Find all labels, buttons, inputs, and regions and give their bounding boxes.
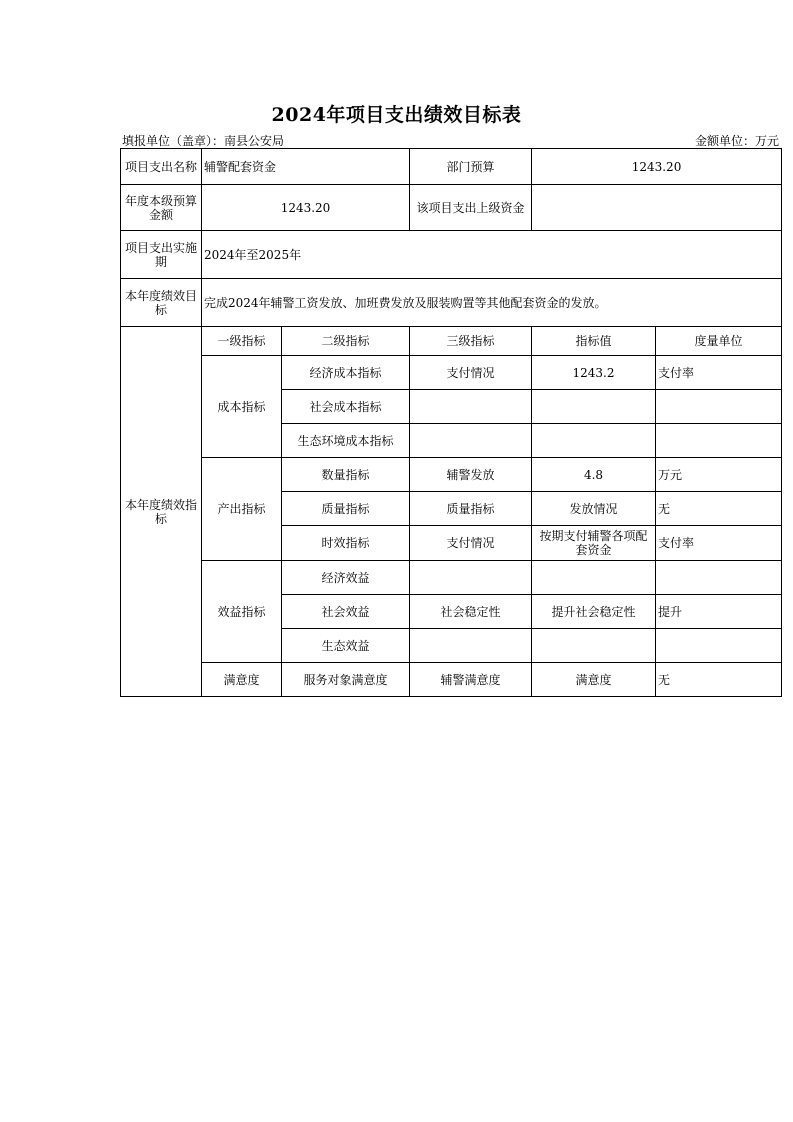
group-benefit-label: 效益指标 [202,561,282,663]
annual-goal-value: 完成2024年辅警工资发放、加班费发放及服装购置等其他配套资金的发放。 [202,279,782,327]
value-cell [532,390,656,424]
indicator-header-row [121,327,782,356]
annual-goal-label: 本年度绩效目标 [121,279,202,327]
table-row [121,458,782,492]
group-satisfaction-label: 满意度 [202,663,282,697]
project-name-label: 项目支出名称 [121,149,202,185]
unit-cell: 提升 [656,595,782,629]
level3-cell: 支付情况 [410,526,532,561]
level3-cell: 质量指标 [410,492,532,526]
level2-cell: 社会效益 [282,595,410,629]
period-value: 2024年至2025年 [202,231,782,279]
header-level3: 三级指标 [410,327,532,356]
value-cell: 按期支付辅警各项配套资金 [532,526,656,561]
dept-budget-label: 部门预算 [410,149,532,185]
superior-funds-label: 该项目支出上级资金 [410,185,532,231]
level3-cell [410,390,532,424]
header-value: 指标值 [532,327,656,356]
level2-cell: 时效指标 [282,526,410,561]
value-cell: 4.8 [532,458,656,492]
annual-budget-row [121,185,782,231]
project-name-value: 辅警配套资金 [202,149,410,185]
level3-cell: 支付情况 [410,356,532,390]
indicators-section-label: 本年度绩效指标 [121,327,202,697]
table-row [121,561,782,595]
unit-cell: 支付率 [656,526,782,561]
unit-cell: 万元 [656,458,782,492]
level2-cell: 生态环境成本指标 [282,424,410,458]
reporting-unit: 填报单位（盖章）：南县公安局 [122,134,285,148]
table-row [121,356,782,390]
value-cell [532,629,656,663]
level2-cell: 经济效益 [282,561,410,595]
unit-cell [656,424,782,458]
unit-cell: 支付率 [656,356,782,390]
value-cell [532,424,656,458]
currency-unit: 金额单位：万元 [694,134,779,148]
level3-cell: 社会稳定性 [410,595,532,629]
page-title: 2024年项目支出绩效目标表 [271,104,522,126]
level2-cell: 经济成本指标 [282,356,410,390]
value-cell: 满意度 [532,663,656,697]
unit-cell [656,390,782,424]
level2-cell: 生态效益 [282,629,410,663]
value-cell: 提升社会稳定性 [532,595,656,629]
superior-funds-value [532,185,782,231]
table-row [121,663,782,697]
performance-target-table [120,148,782,697]
value-cell: 发放情况 [532,492,656,526]
header-level2: 二级指标 [282,327,410,356]
unit-cell: 无 [656,492,782,526]
project-name-row [121,149,782,185]
period-row [121,231,782,279]
value-cell [532,561,656,595]
value-cell: 1243.2 [532,356,656,390]
level2-cell: 社会成本指标 [282,390,410,424]
group-cost-label: 成本指标 [202,356,282,458]
group-output-label: 产出指标 [202,458,282,561]
header-unit: 度量单位 [656,327,782,356]
level2-cell: 质量指标 [282,492,410,526]
unit-cell: 无 [656,663,782,697]
annual-budget-label: 年度本级预算金额 [121,185,202,231]
level3-cell [410,561,532,595]
dept-budget-value: 1243.20 [532,149,782,185]
level2-cell: 服务对象满意度 [282,663,410,697]
level2-cell: 数量指标 [282,458,410,492]
level3-cell: 辅警满意度 [410,663,532,697]
level3-cell [410,424,532,458]
unit-cell [656,629,782,663]
annual-goal-row [121,279,782,327]
level3-cell: 辅警发放 [410,458,532,492]
header-level1: 一级指标 [202,327,282,356]
period-label: 项目支出实施期 [121,231,202,279]
level3-cell [410,629,532,663]
annual-budget-value: 1243.20 [202,185,410,231]
unit-cell [656,561,782,595]
